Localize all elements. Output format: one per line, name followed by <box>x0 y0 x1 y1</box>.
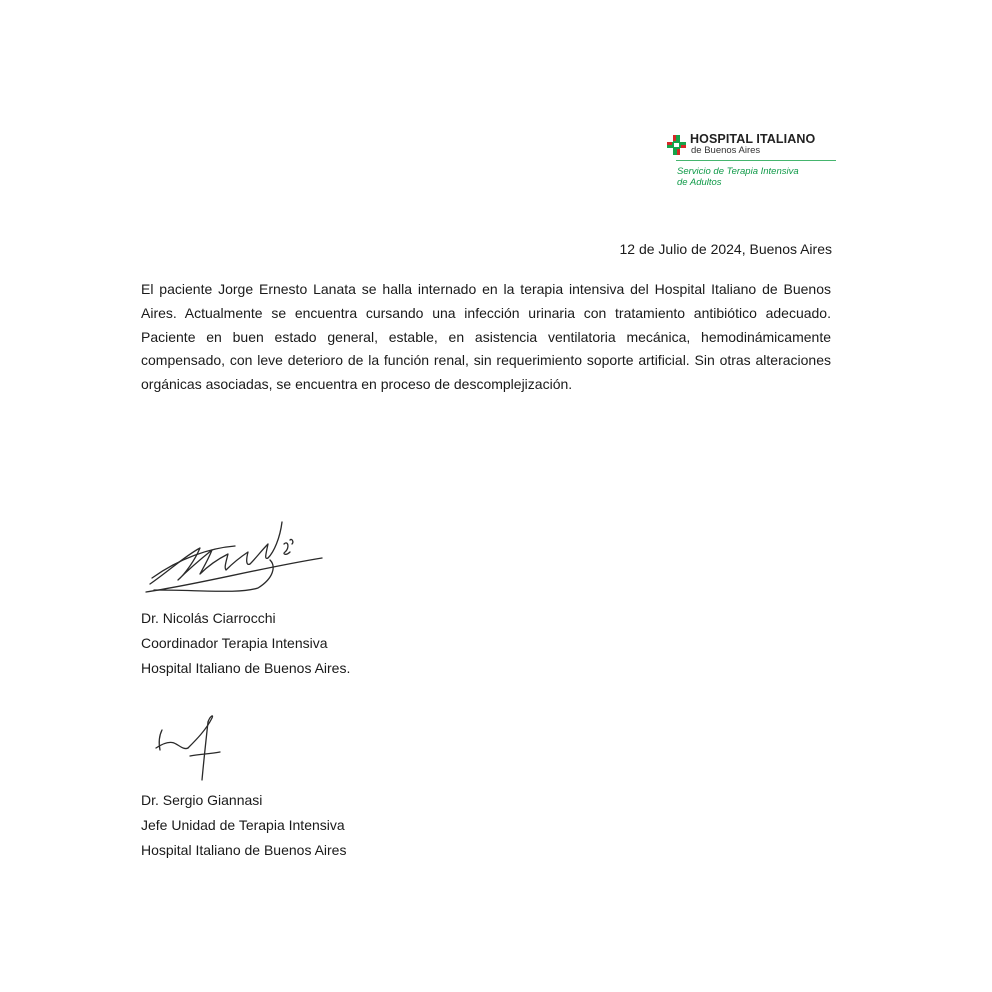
signatory-1 <box>141 606 350 681</box>
signatory-2 <box>141 788 346 863</box>
hospital-cross-icon <box>667 135 686 155</box>
signatory-2-name: Dr. Sergio Giannasi <box>141 792 263 808</box>
department-name <box>677 166 799 188</box>
hospital-logo <box>667 133 867 156</box>
signatory-1-role: Coordinador Terapia Intensiva <box>141 635 328 651</box>
signatory-2-institution: Hospital Italiano de Buenos Aires <box>141 842 347 858</box>
signatory-1-institution: Hospital Italiano de Buenos Aires. <box>141 660 351 676</box>
signature-giannasi <box>150 710 230 785</box>
hospital-name: HOSPITAL ITALIANO <box>690 132 816 146</box>
letter-body: El paciente Jorge Ernesto Lanata se halla internado en la terapia intensiva del Hospital Italiano de Buenos Aires. Actualmente se encuentra cursando una infección urinaria con tratamiento antibiótico adecuado. Paciente en buen estado general, estable, en asistencia ventilatoria mecánica, hemodinámicamente compensado, con leve deterioro de la función renal, sin requerimiento soporte artificial. Sin otras alteraciones orgánicas asociadas, se encuentra en proceso de descomplejización. <box>141 281 831 393</box>
department-line-1: Servicio de Terapia Intensiva <box>677 166 799 177</box>
signature-ciarrocchi <box>140 518 330 598</box>
signatory-2-role: Jefe Unidad de Terapia Intensiva <box>141 817 345 833</box>
letter-date: 12 de Julio de 2024, Buenos Aires <box>619 241 832 257</box>
department-line-2: de Adultos <box>677 177 722 188</box>
letterhead-divider <box>676 160 836 161</box>
letterhead <box>667 132 867 188</box>
signatory-1-name: Dr. Nicolás Ciarrocchi <box>141 610 276 626</box>
hospital-subtitle: de Buenos Aires <box>691 145 761 156</box>
